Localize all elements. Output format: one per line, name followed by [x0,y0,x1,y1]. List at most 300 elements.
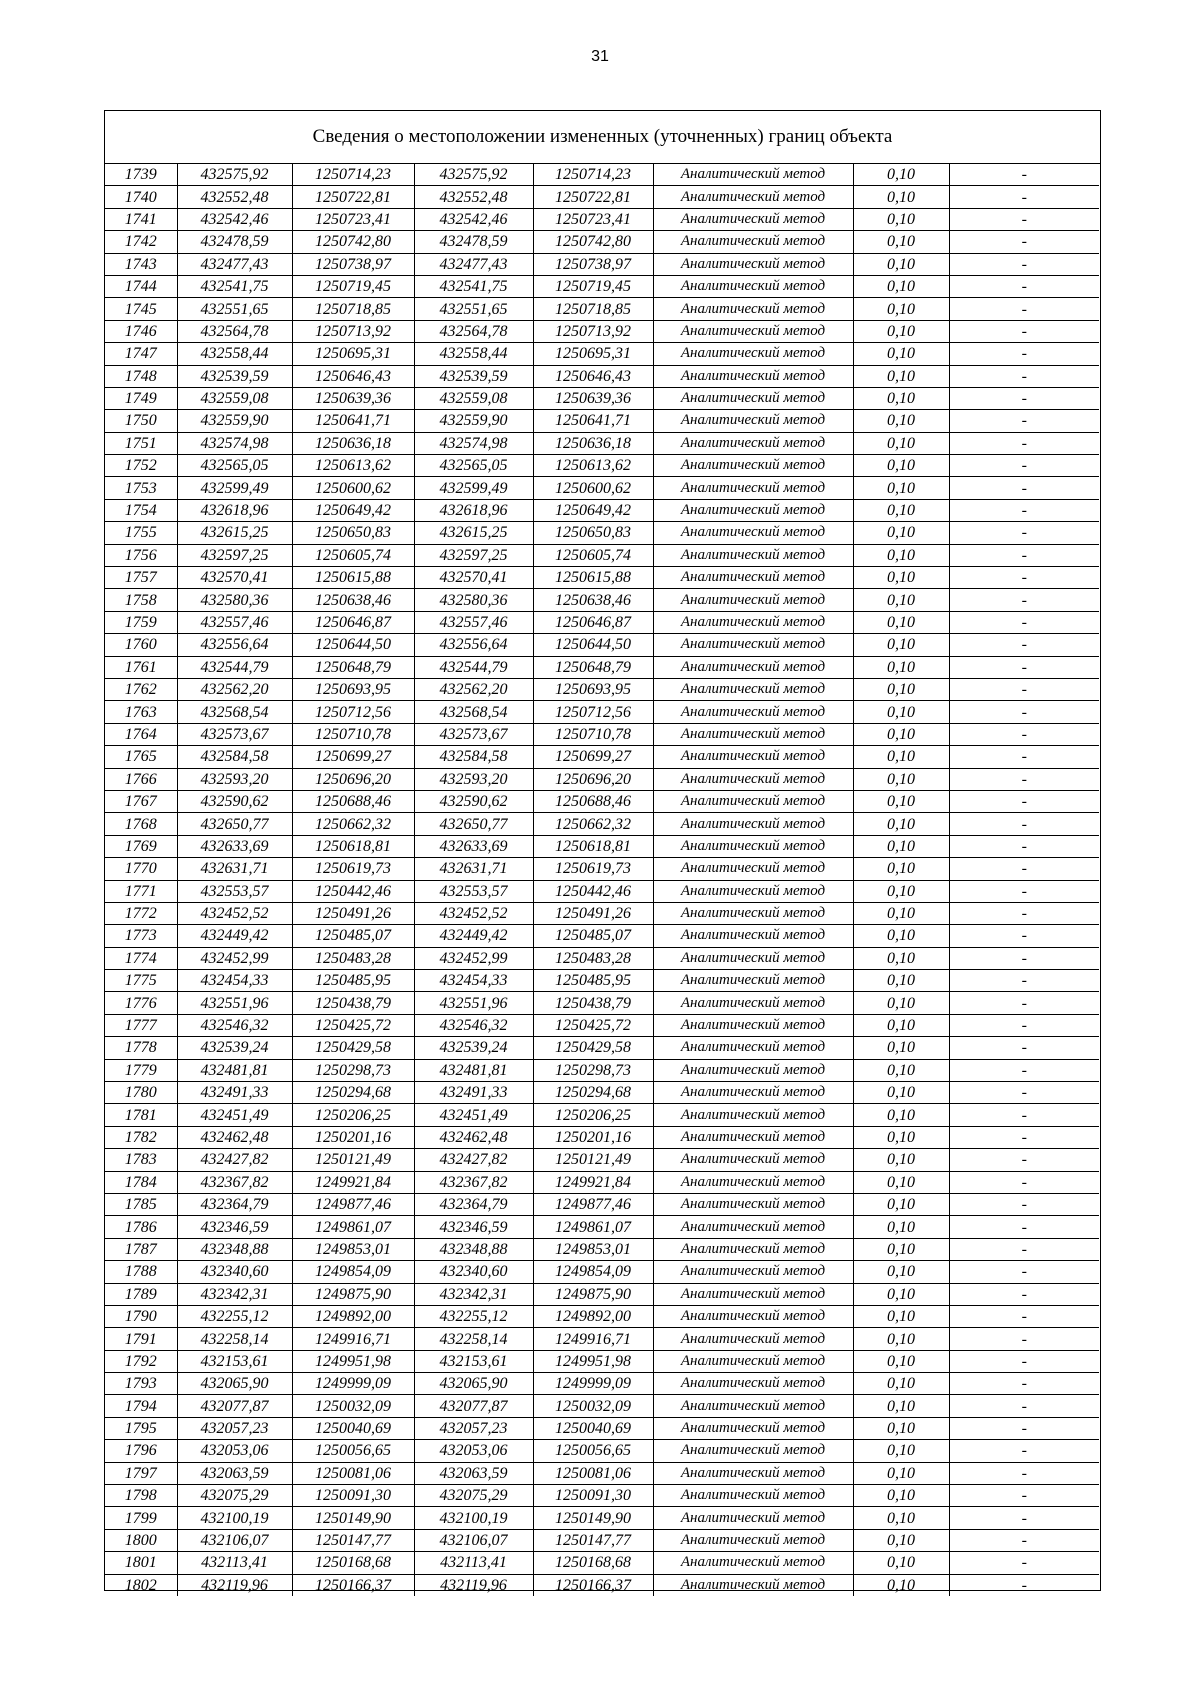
cell-method: Аналитический метод [653,1059,853,1081]
cell-x-old: 432452,99 [177,947,292,969]
cell-description: - [1021,1576,1027,1594]
cell-description: - [949,1373,1099,1395]
cell-point-number: 1801 [105,1552,177,1574]
cell-description: - [949,432,1099,454]
cell-y-new: 1250149,90 [533,1507,653,1529]
cell-x-old: 432258,14 [177,1328,292,1350]
cell-method: Аналитический метод [653,1149,853,1171]
table-row [105,1238,1099,1260]
cell-y-old: 1250149,90 [292,1507,414,1529]
cell-x-old: 432057,23 [177,1417,292,1439]
cell-x-old: 432348,88 [177,1238,292,1260]
cell-point-number: 1762 [105,678,177,700]
cell-description: - [949,835,1099,857]
table-row [105,522,1099,544]
table-row [105,365,1099,387]
table-row [105,1417,1099,1439]
cell-x-new: 432106,07 [414,1529,533,1551]
cell-y-new: 1250298,73 [533,1059,653,1081]
cell-description: - [949,298,1099,320]
cell-method: Аналитический метод [653,544,853,566]
table-row [105,790,1099,812]
cell-point-number: 1777 [105,1014,177,1036]
cell-y-old: 1250201,16 [292,1126,414,1148]
cell-y-old: 1249916,71 [292,1328,414,1350]
cell-x-new: 432477,43 [414,253,533,275]
cell-point-number: 1798 [105,1485,177,1507]
cell-y-old: 1250712,56 [292,701,414,723]
cell-description: - [949,1149,1099,1171]
cell-y-new: 1250491,26 [533,902,653,924]
cell-method: Аналитический метод [653,947,853,969]
cell-accuracy: 0,10 [853,1373,949,1395]
cell-method: Аналитический метод [653,186,853,208]
cell-x-new: 432599,49 [414,477,533,499]
table-row [105,611,1099,633]
cell-x-old: 432580,36 [177,589,292,611]
table-row [105,902,1099,924]
cell-method: Аналитический метод [653,925,853,947]
cell-y-old: 1250438,79 [292,992,414,1014]
cell-x-old: 432562,20 [177,678,292,700]
cell-y-new: 1250644,50 [533,634,653,656]
cell-method: Аналитический метод [653,320,853,342]
cell-point-number: 1779 [105,1059,177,1081]
cell-y-old: 1249854,09 [292,1261,414,1283]
table-row [105,835,1099,857]
cell-y-old: 1250040,69 [292,1417,414,1439]
cell-y-new: 1250646,87 [533,611,653,633]
cell-point-number: 1752 [105,455,177,477]
table-row [105,1328,1099,1350]
cell-x-old: 432558,44 [177,343,292,365]
cell-accuracy: 0,10 [853,1574,949,1596]
cell-x-old: 432618,96 [177,499,292,521]
cell-y-old: 1250688,46 [292,790,414,812]
cell-y-old: 1250646,43 [292,365,414,387]
cell-method: Аналитический метод [653,880,853,902]
cell-accuracy: 0,10 [853,387,949,409]
table-row [105,1014,1099,1036]
cell-point-number: 1788 [105,1261,177,1283]
table-row [105,1216,1099,1238]
cell-y-old: 1250425,72 [292,1014,414,1036]
cell-accuracy: 0,10 [853,723,949,745]
table-row [105,544,1099,566]
cell-accuracy: 0,10 [853,746,949,768]
cell-x-new: 432481,81 [414,1059,533,1081]
cell-method: Аналитический метод [653,567,853,589]
cell-description: - [949,1193,1099,1215]
cell-method: Аналитический метод [653,589,853,611]
cell-x-new: 432557,46 [414,611,533,633]
table-row [105,320,1099,342]
table-row [105,1462,1099,1484]
table-row [105,746,1099,768]
cell-method: Аналитический метод [653,1216,853,1238]
cell-y-new: 1250695,31 [533,343,653,365]
cell-description: - [949,410,1099,432]
cell-point-number: 1770 [105,858,177,880]
cell-point-number: 1763 [105,701,177,723]
cell-y-new: 1250147,77 [533,1529,653,1551]
cell-description: - [949,365,1099,387]
cell-method: Аналитический метод [653,1417,853,1439]
cell-method: Аналитический метод [653,678,853,700]
cell-x-new: 432615,25 [414,522,533,544]
cell-y-old: 1250121,49 [292,1149,414,1171]
cell-accuracy: 0,10 [853,970,949,992]
cell-x-old: 432153,61 [177,1350,292,1372]
cell-y-old: 1250636,18 [292,432,414,454]
cell-y-old: 1250605,74 [292,544,414,566]
cell-x-old: 432063,59 [177,1462,292,1484]
cell-point-number: 1778 [105,1037,177,1059]
cell-description: - [949,1059,1099,1081]
cell-y-old: 1250641,71 [292,410,414,432]
cell-method: Аналитический метод [653,790,853,812]
cell-description: - [949,1485,1099,1507]
cell-accuracy: 0,10 [853,1507,949,1529]
cell-description: - [949,455,1099,477]
cell-accuracy: 0,10 [853,1149,949,1171]
cell-description: - [949,208,1099,230]
cell-x-new: 432551,65 [414,298,533,320]
cell-y-old: 1250091,30 [292,1485,414,1507]
cell-description: - [949,387,1099,409]
cell-x-new: 432562,20 [414,678,533,700]
cell-x-new: 432544,79 [414,656,533,678]
table-row [105,499,1099,521]
cell-x-old: 432106,07 [177,1529,292,1551]
cell-x-old: 432650,77 [177,813,292,835]
cell-y-old: 1250168,68 [292,1552,414,1574]
cell-y-old: 1250491,26 [292,902,414,924]
cell-point-number: 1758 [105,589,177,611]
cell-y-new: 1249854,09 [533,1261,653,1283]
table-row [105,858,1099,880]
cell-x-old: 432559,08 [177,387,292,409]
cell-y-old: 1250618,81 [292,835,414,857]
cell-point-number: 1750 [105,410,177,432]
cell-description: - [949,477,1099,499]
cell-description: - [949,1082,1099,1104]
table-row [105,1485,1099,1507]
cell-description: - [949,1305,1099,1327]
cell-x-old: 432481,81 [177,1059,292,1081]
cell-x-old: 432346,59 [177,1216,292,1238]
cell-x-new: 432597,25 [414,544,533,566]
cell-y-new: 1250600,62 [533,477,653,499]
cell-point-number: 1757 [105,567,177,589]
cell-accuracy: 0,10 [853,813,949,835]
cell-x-new: 432556,64 [414,634,533,656]
cell-description: - [949,970,1099,992]
cell-method: Аналитический метод [653,1238,853,1260]
cell-y-new: 1250722,81 [533,186,653,208]
cell-y-new: 1250485,07 [533,925,653,947]
cell-method: Аналитический метод [653,1373,853,1395]
cell-x-old: 432075,29 [177,1485,292,1507]
cell-description: - [949,1171,1099,1193]
cell-x-old: 432539,24 [177,1037,292,1059]
cell-x-old: 432551,65 [177,298,292,320]
cell-x-old: 432451,49 [177,1104,292,1126]
cell-method: Аналитический метод [653,902,853,924]
cell-y-old: 1250742,80 [292,231,414,253]
cell-y-old: 1250442,46 [292,880,414,902]
cell-y-old: 1250081,06 [292,1462,414,1484]
boundary-table-frame [104,110,1101,1594]
cell-description: - [949,992,1099,1014]
cell-description: - [949,1328,1099,1350]
cell-accuracy: 0,10 [853,1283,949,1305]
table-row [105,432,1099,454]
cell-accuracy: 0,10 [853,611,949,633]
cell-accuracy: 0,10 [853,790,949,812]
cell-point-number: 1741 [105,208,177,230]
cell-y-new: 1249916,71 [533,1328,653,1350]
cell-x-old: 432053,06 [177,1440,292,1462]
cell-method: Аналитический метод [653,208,853,230]
cell-y-old: 1250429,58 [292,1037,414,1059]
cell-y-new: 1250032,09 [533,1395,653,1417]
cell-y-new: 1250056,65 [533,1440,653,1462]
cell-y-new: 1249951,98 [533,1350,653,1372]
cell-x-new: 432552,48 [414,186,533,208]
cell-accuracy: 0,10 [853,925,949,947]
cell-y-new: 1250442,46 [533,880,653,902]
cell-point-number: 1800 [105,1529,177,1551]
cell-x-new: 432340,60 [414,1261,533,1283]
cell-x-new: 432633,69 [414,835,533,857]
cell-point-number: 1783 [105,1149,177,1171]
cell-accuracy: 0,10 [853,678,949,700]
cell-point-number: 1742 [105,231,177,253]
cell-point-number: 1786 [105,1216,177,1238]
cell-y-new: 1250206,25 [533,1104,653,1126]
cell-accuracy: 0,10 [853,253,949,275]
cell-x-old: 432454,33 [177,970,292,992]
cell-y-old: 1250723,41 [292,208,414,230]
cell-description: - [949,1440,1099,1462]
cell-method: Аналитический метод [653,343,853,365]
cell-accuracy: 0,10 [853,1552,949,1574]
cell-method: Аналитический метод [653,1261,853,1283]
cell-y-old: 1249877,46 [292,1193,414,1215]
table-row [105,678,1099,700]
cell-x-new: 432541,75 [414,275,533,297]
cell-method: Аналитический метод [653,768,853,790]
cell-x-old: 432593,20 [177,768,292,790]
table-body [105,164,1099,1596]
cell-point-number: 1744 [105,275,177,297]
cell-y-old: 1250619,73 [292,858,414,880]
cell-x-old: 432568,54 [177,701,292,723]
cell-x-new: 432153,61 [414,1350,533,1372]
cell-x-new: 432348,88 [414,1238,533,1260]
cell-description: - [949,567,1099,589]
cell-y-new: 1250699,27 [533,746,653,768]
cell-y-new: 1250713,92 [533,320,653,342]
cell-y-old: 1249892,00 [292,1305,414,1327]
cell-y-new: 1250081,06 [533,1462,653,1484]
cell-x-new: 432574,98 [414,432,533,454]
cell-point-number: 1760 [105,634,177,656]
cell-x-new: 432573,67 [414,723,533,745]
cell-x-old: 432077,87 [177,1395,292,1417]
cell-accuracy: 0,10 [853,1193,949,1215]
cell-y-old: 1250695,31 [292,343,414,365]
cell-y-old: 1250639,36 [292,387,414,409]
table-row [105,567,1099,589]
cell-accuracy: 0,10 [853,656,949,678]
page-number: 31 [591,48,609,65]
cell-x-old: 432557,46 [177,611,292,633]
cell-x-old: 432452,52 [177,902,292,924]
table-row [105,1082,1099,1104]
cell-accuracy: 0,10 [853,164,949,186]
cell-method: Аналитический метод [653,1328,853,1350]
cell-x-new: 432650,77 [414,813,533,835]
table-row [105,1283,1099,1305]
table-row [105,723,1099,745]
cell-y-new: 1249999,09 [533,1373,653,1395]
cell-description: - [949,768,1099,790]
table-row [105,164,1099,186]
cell-method: Аналитический метод [653,1014,853,1036]
table-row [105,477,1099,499]
cell-description: - [949,164,1099,186]
cell-x-old: 432542,46 [177,208,292,230]
cell-description: - [949,1104,1099,1126]
cell-x-new: 432558,44 [414,343,533,365]
cell-y-old: 1250650,83 [292,522,414,544]
table-row [105,589,1099,611]
cell-accuracy: 0,10 [853,880,949,902]
cell-accuracy: 0,10 [853,522,949,544]
table-row [105,947,1099,969]
cell-x-new: 432367,82 [414,1171,533,1193]
cell-accuracy: 0,10 [853,544,949,566]
cell-y-old: 1250638,46 [292,589,414,611]
cell-accuracy: 0,10 [853,1014,949,1036]
cell-accuracy: 0,10 [853,208,949,230]
cell-accuracy: 0,10 [853,298,949,320]
cell-point-number: 1753 [105,477,177,499]
table-row [105,1104,1099,1126]
cell-x-new: 432113,41 [414,1552,533,1574]
cell-method: Аналитический метод [653,746,853,768]
cell-y-old: 1250649,42 [292,499,414,521]
table-row [105,410,1099,432]
cell-x-old: 432574,98 [177,432,292,454]
cell-description: - [949,813,1099,835]
cell-description: - [949,1350,1099,1372]
cell-y-old: 1249999,09 [292,1373,414,1395]
cell-y-old: 1250294,68 [292,1082,414,1104]
cell-accuracy: 0,10 [853,499,949,521]
cell-accuracy: 0,10 [853,567,949,589]
cell-x-new: 432580,36 [414,589,533,611]
cell-y-old: 1250298,73 [292,1059,414,1081]
table-row [105,1529,1099,1551]
table-row [105,231,1099,253]
table-row [105,298,1099,320]
cell-point-number: 1771 [105,880,177,902]
cell-point-number: 1764 [105,723,177,745]
cell-method: Аналитический метод [653,387,853,409]
cell-accuracy: 0,10 [853,1485,949,1507]
cell-description: - [949,1283,1099,1305]
cell-method: Аналитический метод [653,432,853,454]
cell-accuracy: 0,10 [853,1059,949,1081]
cell-x-old: 432546,32 [177,1014,292,1036]
cell-x-new: 432063,59 [414,1462,533,1484]
cell-x-new: 432551,96 [414,992,533,1014]
cell-accuracy: 0,10 [853,1417,949,1439]
cell-x-new: 432559,08 [414,387,533,409]
cell-accuracy: 0,10 [853,1261,949,1283]
cell-method: Аналитический метод [653,455,853,477]
cell-description: - [949,701,1099,723]
cell-method: Аналитический метод [653,1082,853,1104]
cell-description: - [949,1037,1099,1059]
cell-x-new: 432631,71 [414,858,533,880]
cell-x-old: 432113,41 [177,1552,292,1574]
cell-accuracy: 0,10 [853,410,949,432]
cell-x-old: 432541,75 [177,275,292,297]
cell-point-number: 1754 [105,499,177,521]
cell-x-new: 432584,58 [414,746,533,768]
cell-x-old: 432584,58 [177,746,292,768]
cell-method: Аналитический метод [653,701,853,723]
cell-y-old: 1250710,78 [292,723,414,745]
cell-y-new: 1250649,42 [533,499,653,521]
cell-accuracy: 0,10 [853,835,949,857]
cell-method: Аналитический метод [653,477,853,499]
cell-point-number: 1793 [105,1373,177,1395]
cell-x-new: 432590,62 [414,790,533,812]
cell-x-old: 432100,19 [177,1507,292,1529]
cell-method: Аналитический метод [653,365,853,387]
cell-accuracy: 0,10 [853,1216,949,1238]
cell-point-number: 1759 [105,611,177,633]
cell-point-number: 1784 [105,1171,177,1193]
cell-y-new: 1250714,23 [533,164,653,186]
cell-accuracy: 0,10 [853,1082,949,1104]
cell-point-number: 1743 [105,253,177,275]
cell-point-number: 1772 [105,902,177,924]
cell-point-number: 1761 [105,656,177,678]
cell-description: - [949,1462,1099,1484]
table-row [105,1037,1099,1059]
cell-x-new: 432100,19 [414,1507,533,1529]
cell-accuracy: 0,10 [853,947,949,969]
cell-x-new: 432491,33 [414,1082,533,1104]
cell-method: Аналитический метод [653,1395,853,1417]
cell-method: Аналитический метод [653,1283,853,1305]
cell-description: - [949,1417,1099,1439]
cell-y-old: 1250693,95 [292,678,414,700]
cell-y-new: 1250688,46 [533,790,653,812]
cell-x-new: 432565,05 [414,455,533,477]
cell-point-number: 1766 [105,768,177,790]
cell-point-number: 1765 [105,746,177,768]
cell-x-old: 432544,79 [177,656,292,678]
table-row [105,1059,1099,1081]
cell-x-old: 432575,92 [177,164,292,186]
